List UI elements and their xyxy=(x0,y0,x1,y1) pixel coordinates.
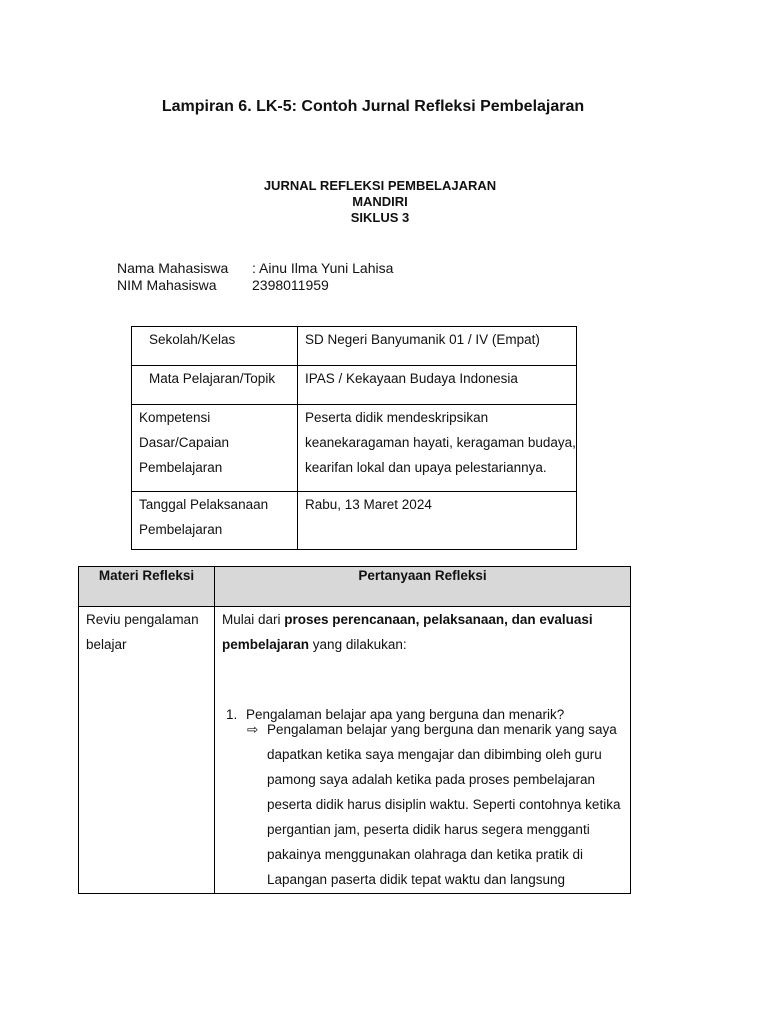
competency-label-line: Pembelajaran xyxy=(139,460,223,475)
competency-value xyxy=(298,405,577,492)
student-name-value: : Ainu Ilma Yuni Lahisa xyxy=(252,260,394,276)
answer-line: Lapangan paserta didik tepat waktu dan langsung xyxy=(267,872,565,887)
answer-line: pakainya menggunakan olahraga dan ketika pratik di xyxy=(267,847,583,862)
material-line: belajar xyxy=(86,637,127,652)
question-number: 1. xyxy=(226,707,238,722)
question-intro xyxy=(222,607,630,657)
col-header-material: Materi Refleksi xyxy=(79,567,215,607)
answer-first-line xyxy=(247,717,630,742)
competency-value-line: keanekaragaman hayati, keragaman budaya, xyxy=(305,435,576,450)
info-row-competency xyxy=(132,405,577,492)
material-line: Reviu pengalaman xyxy=(86,612,199,627)
subject-value: IPAS / Kekayaan Budaya Indonesia xyxy=(298,366,577,405)
info-table xyxy=(131,326,577,550)
subject-label: Mata Pelajaran/Topik xyxy=(132,366,298,405)
competency-value-line: kearifan lokal dan upaya pelestariannya. xyxy=(305,460,547,475)
col-header-question: Pertanyaan Refleksi xyxy=(215,567,631,607)
answer-line: dapatkan ketika saya mengajar dan dibimbing oleh guru xyxy=(267,747,602,762)
right-arrow-icon: ⇨ xyxy=(247,722,259,737)
info-row-school xyxy=(132,327,577,366)
date-label-line: Pembelajaran xyxy=(139,522,223,537)
reflection-row xyxy=(79,607,631,894)
reflection-material-cell xyxy=(79,607,215,894)
student-info xyxy=(117,260,393,294)
student-nim-label: NIM Mahasiswa xyxy=(117,277,217,293)
answer-line: Pengalaman belajar yang berguna dan menarik yang saya xyxy=(267,722,617,737)
journal-header xyxy=(0,178,760,226)
answer-lines xyxy=(267,742,630,892)
date-value: Rabu, 13 Maret 2024 xyxy=(298,492,577,550)
student-nim-row xyxy=(117,277,393,294)
answer-line: pergantian jam, peserta didik harus segera mengganti xyxy=(267,822,590,837)
answer-line: pamong saya adalah ketika pada proses pembelajaran xyxy=(267,772,595,787)
reflection-header-row xyxy=(79,567,631,607)
student-name-row xyxy=(117,260,393,277)
question-text: Pengalaman belajar apa yang berguna dan menarik? xyxy=(246,707,565,722)
answer-block xyxy=(247,717,630,892)
intro-suffix: yang dilakukan: xyxy=(309,637,407,652)
journal-title-line-2: MANDIRI xyxy=(352,194,408,209)
competency-label-line: Kompetensi xyxy=(139,410,211,425)
intro-prefix: Mulai dari xyxy=(222,612,285,627)
reflection-table xyxy=(78,566,631,894)
competency-label-line: Dasar/Capaian xyxy=(139,435,230,450)
intro-bold: pembelajaran xyxy=(222,637,310,652)
journal-title-line-1: JURNAL REFLEKSI PEMBELAJARAN xyxy=(263,178,497,193)
page-title: Lampiran 6. LK-5: Contoh Jurnal Refleksi Pembelajaran xyxy=(161,98,585,115)
date-label xyxy=(132,492,298,550)
intro-bold: proses perencanaan, pelaksanaan, dan evaluasi xyxy=(284,612,593,627)
student-name-label: Nama Mahasiswa xyxy=(117,260,229,276)
answer-line: peserta didik harus disiplin waktu. Seperti contohnya ketika xyxy=(267,797,621,812)
competency-value-line: Peserta didik mendeskripsikan xyxy=(305,410,489,425)
student-nim-value: 2398011959 xyxy=(252,277,329,293)
reflection-question-cell xyxy=(215,607,631,894)
competency-label xyxy=(132,405,298,492)
journal-cycle: SIKLUS 3 xyxy=(350,210,410,225)
school-label: Sekolah/Kelas xyxy=(132,327,298,366)
school-value: SD Negeri Banyumanik 01 / IV (Empat) xyxy=(298,327,577,366)
date-label-line: Tanggal Pelaksanaan xyxy=(139,497,269,512)
info-row-subject xyxy=(132,366,577,405)
info-row-date xyxy=(132,492,577,550)
